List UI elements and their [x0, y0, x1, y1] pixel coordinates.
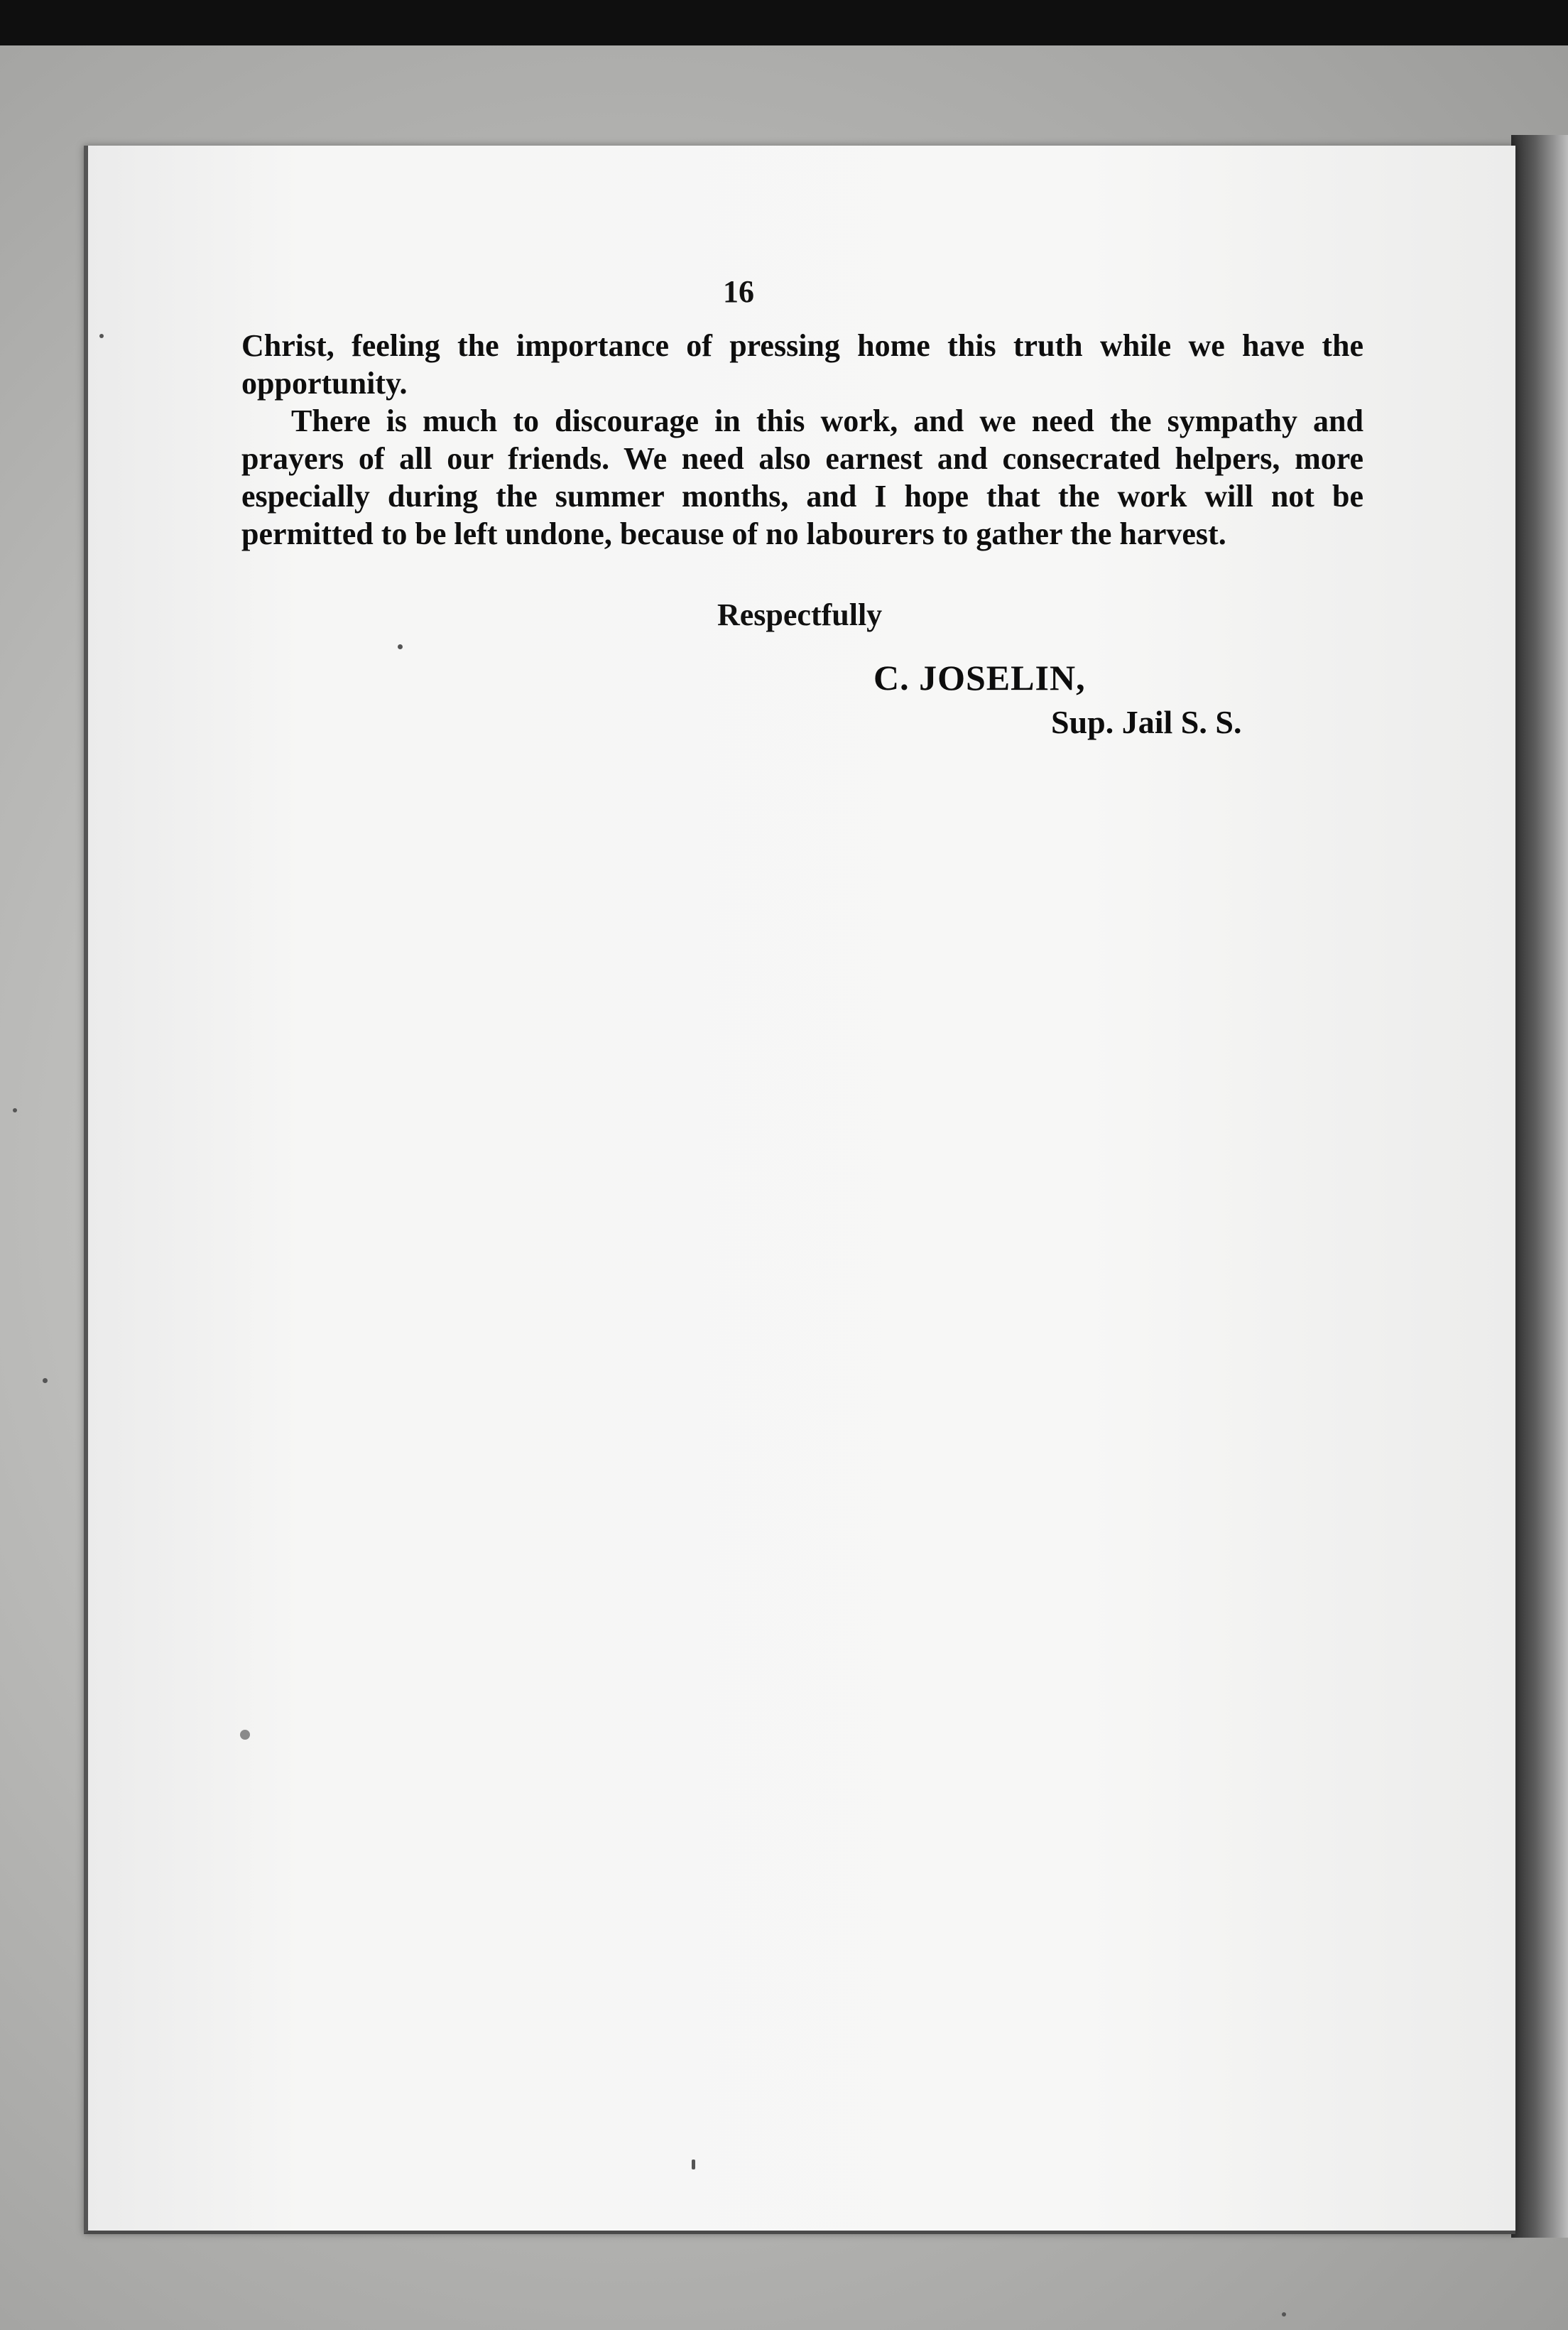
scan-speck — [398, 644, 403, 649]
scan-speck — [99, 334, 104, 338]
page-number: 16 — [723, 274, 754, 309]
scan-speck — [240, 1730, 250, 1740]
scan-speck — [43, 1378, 48, 1383]
letter-body — [241, 327, 1363, 553]
signature-title: Sup. Jail S. S. — [1051, 704, 1242, 740]
scan-speck — [1282, 2312, 1286, 2317]
signature-name: C. JOSELIN, — [873, 658, 1086, 698]
scan-speck — [692, 2160, 695, 2169]
adjacent-page-edge — [1511, 135, 1568, 2238]
scanner-top-band — [0, 0, 1568, 45]
scan-speck — [13, 1108, 17, 1112]
paragraph: There is much to discourage in this work, and we need the sympathy and prayers of all our friends. We need also earnest and consecrated helpers, more especially during the summer months, and I hope that the work will not be permitted to be left undone, because of no labourers to gather the harvest. — [241, 403, 1363, 551]
closing-salutation: Respectfully — [717, 597, 883, 632]
paragraph: Christ, feeling the importance of pressing home this truth while we have the opportunity. — [241, 328, 1363, 401]
show-through-text — [365, 515, 1515, 2234]
